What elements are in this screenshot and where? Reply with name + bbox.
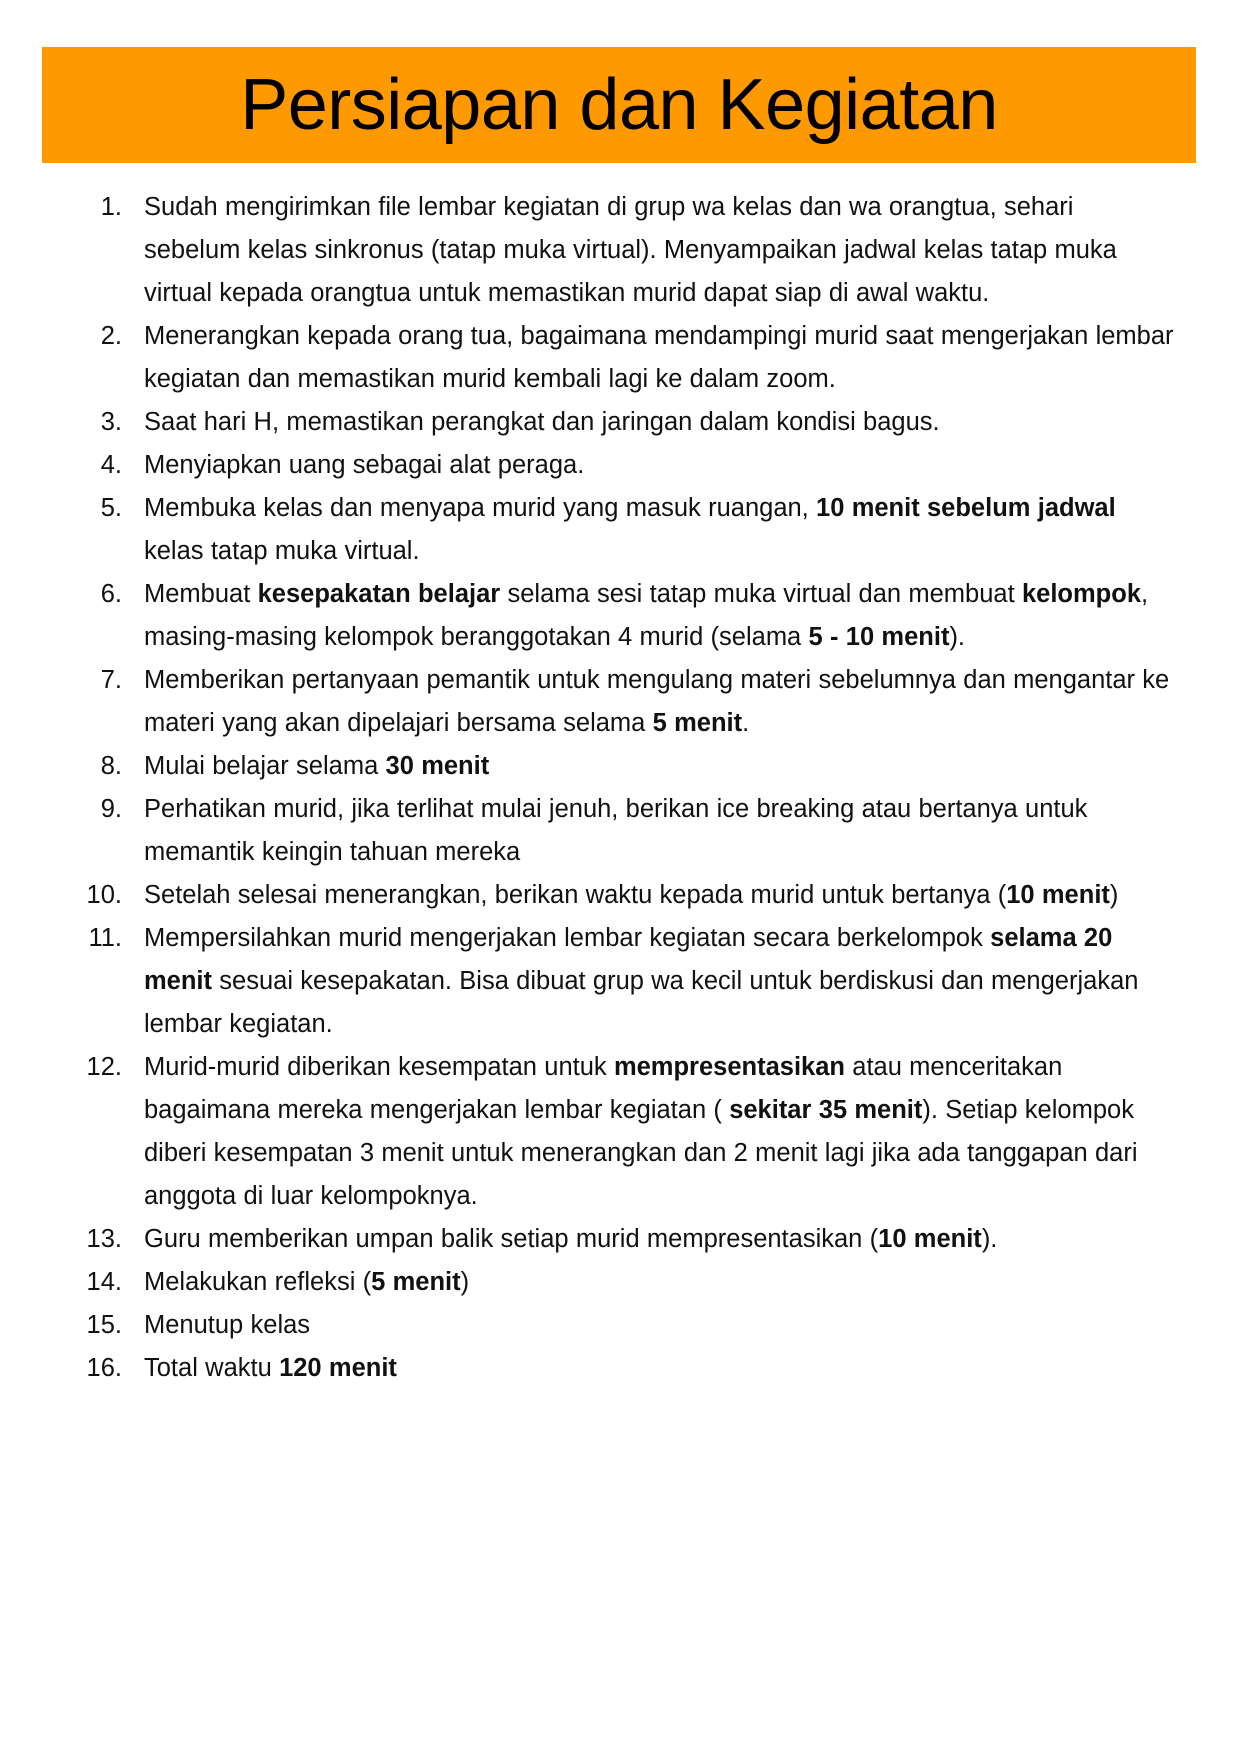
list-item <box>56 917 1176 1046</box>
plain-text: ) <box>1109 881 1119 909</box>
list-item-number: 14. <box>86 1268 122 1296</box>
list-item <box>56 186 1176 315</box>
list-item-text <box>122 1261 1176 1304</box>
plain-text: Membuat <box>144 580 258 608</box>
list-item <box>56 444 1176 487</box>
plain-text: Total waktu <box>144 1354 280 1382</box>
list-item-number: 2. <box>100 322 122 350</box>
emphasis-text: 10 menit <box>1006 881 1110 909</box>
list-item-text <box>122 401 1176 444</box>
activity-steps-section <box>56 186 1176 1390</box>
list-item-text <box>122 917 1176 1046</box>
list-item-text <box>122 1046 1176 1218</box>
list-item-text <box>122 487 1176 573</box>
list-item <box>56 1261 1176 1304</box>
plain-text: Membuka kelas dan menyapa murid yang masuk ruangan, <box>144 494 817 522</box>
plain-text: . <box>742 709 750 737</box>
list-item-text <box>122 788 1176 874</box>
emphasis-text: kelompok <box>1021 580 1142 608</box>
plain-text: Menyiapkan uang sebagai alat peraga. <box>144 451 585 479</box>
plain-text: ). <box>949 623 966 651</box>
emphasis-text: sekitar 35 menit <box>729 1096 923 1124</box>
list-item-text <box>122 745 1176 788</box>
plain-text: atau menceritakan bagaimana mereka mengerjakan lembar kegiatan ( <box>144 1053 1063 1124</box>
list-item <box>56 788 1176 874</box>
list-item <box>56 573 1176 659</box>
plain-text: ). Setiap kelompok diberi kesempatan 3 menit untuk menerangkan dan 2 menit lagi jika ada tanggapan dari anggota di luar kelompoknya. <box>144 1096 1138 1210</box>
list-item-number: 13. <box>86 1225 122 1253</box>
list-item-text <box>122 874 1176 917</box>
list-item-number: 6. <box>100 580 122 608</box>
plain-text: sesuai kesepakatan. Bisa dibuat grup wa kecil untuk berdiskusi dan mengerjakan lembar kegiatan. <box>144 967 1139 1038</box>
list-item <box>56 315 1176 401</box>
list-item-number: 8. <box>100 752 122 780</box>
list-item <box>56 401 1176 444</box>
list-item-text <box>122 1347 1176 1390</box>
list-item-number: 15. <box>86 1311 122 1339</box>
list-item <box>56 1218 1176 1261</box>
plain-text: , masing-masing kelompok beranggotakan 4 murid (selama <box>144 580 1149 651</box>
list-item <box>56 1304 1176 1347</box>
list-item-number: 1. <box>100 193 122 221</box>
emphasis-text: 10 menit <box>878 1225 982 1253</box>
plain-text: Guru memberikan umpan balik setiap murid mempresentasikan ( <box>144 1225 879 1253</box>
list-item-text <box>122 659 1176 745</box>
list-item-number: 4. <box>100 451 122 479</box>
plain-text: Melakukan refleksi ( <box>144 1268 372 1296</box>
list-item-number: 5. <box>100 494 122 522</box>
emphasis-text: 120 menit <box>279 1354 397 1382</box>
emphasis-text: selama 20 menit <box>144 924 1113 995</box>
plain-text: ). <box>981 1225 998 1253</box>
plain-text: ) <box>460 1268 470 1296</box>
list-item <box>56 659 1176 745</box>
list-item <box>56 745 1176 788</box>
emphasis-text: kesepakatan belajar <box>257 580 501 608</box>
emphasis-text: 30 menit <box>385 752 490 780</box>
emphasis-text: 5 menit <box>371 1268 461 1296</box>
list-item-number: 3. <box>100 408 122 436</box>
emphasis-text: mempresentasikan <box>613 1053 845 1081</box>
list-item-text <box>122 1304 1176 1347</box>
list-item-number: 7. <box>100 666 122 694</box>
page-title: Persiapan dan Kegiatan <box>240 65 998 145</box>
list-item-number: 12. <box>86 1053 122 1081</box>
list-item-number: 16. <box>86 1354 122 1382</box>
list-item-text <box>122 1218 1176 1261</box>
plain-text: kelas tatap muka virtual. <box>144 537 420 565</box>
title-banner <box>42 47 1196 163</box>
list-item-text <box>122 573 1176 659</box>
emphasis-text: 10 menit sebelum jadwal <box>816 494 1116 522</box>
plain-text: Sudah mengirimkan file lembar kegiatan di grup wa kelas dan wa orangtua, sehari sebelum kelas sinkronus (tatap muka virtual). Menyampaikan jadwal kelas tatap muka virtual kepada orangtua untuk memastikan murid dapat siap di awal waktu. <box>144 193 1117 307</box>
plain-text: Menutup kelas <box>144 1311 311 1339</box>
list-item-text <box>122 444 1176 487</box>
plain-text: Memberikan pertanyaan pemantik untuk mengulang materi sebelumnya dan mengantar ke materi yang akan dipelajari bersama selama <box>144 666 1170 737</box>
list-item <box>56 874 1176 917</box>
list-item-text <box>122 186 1176 315</box>
list-item-text <box>122 315 1176 401</box>
plain-text: Perhatikan murid, jika terlihat mulai jenuh, berikan ice breaking atau bertanya untuk memantik keingin tahuan mereka <box>144 795 1088 866</box>
plain-text: Saat hari H, memastikan perangkat dan jaringan dalam kondisi bagus. <box>144 408 940 436</box>
plain-text: Mempersilahkan murid mengerjakan lembar kegiatan secara berkelompok <box>144 924 991 952</box>
plain-text: Mulai belajar selama <box>144 752 386 780</box>
plain-text: selama sesi tatap muka virtual dan membuat <box>500 580 1022 608</box>
list-item <box>56 1046 1176 1218</box>
list-item-number: 9. <box>100 795 122 823</box>
list-item <box>56 1347 1176 1390</box>
list-item-number: 10. <box>86 881 122 909</box>
plain-text: Murid-murid diberikan kesempatan untuk <box>144 1053 614 1081</box>
plain-text: Menerangkan kepada orang tua, bagaimana mendampingi murid saat mengerjakan lembar kegiatan dan memastikan murid kembali lagi ke dalam zoom. <box>144 322 1174 393</box>
activity-steps-list <box>56 186 1176 1390</box>
plain-text: Setelah selesai menerangkan, berikan waktu kepada murid untuk bertanya ( <box>144 881 1007 909</box>
emphasis-text: 5 - 10 menit <box>808 623 950 651</box>
emphasis-text: 5 menit <box>652 709 743 737</box>
list-item-number: 11. <box>88 924 122 952</box>
list-item <box>56 487 1176 573</box>
